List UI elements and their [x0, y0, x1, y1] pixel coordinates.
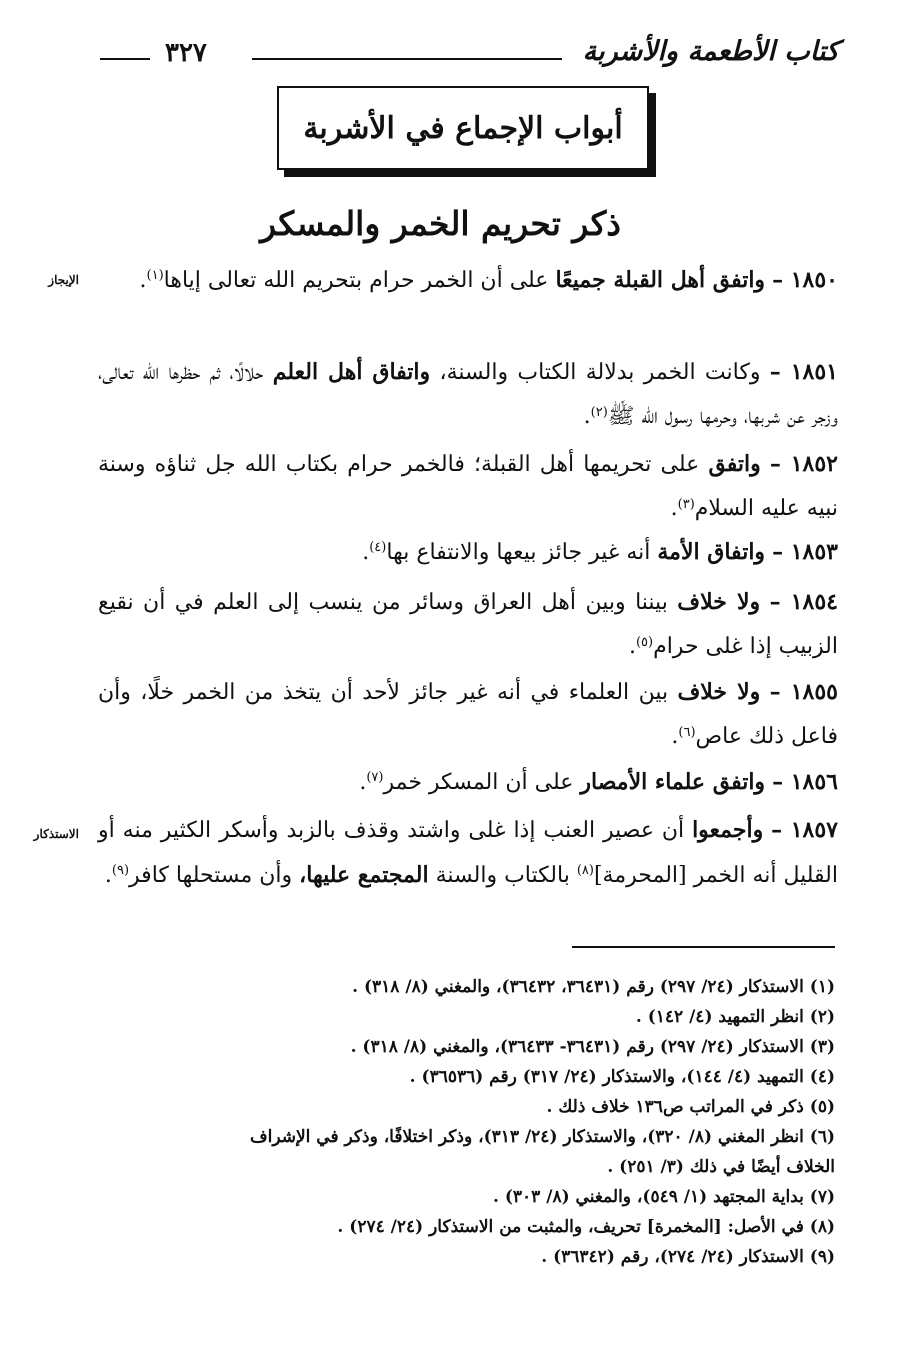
lead-phrase: واتفق — [708, 451, 761, 477]
footnote-ref: (٨) — [576, 863, 594, 878]
entry-number: ١٨٥٧ – — [771, 817, 838, 843]
entry-number: ١٨٥٣ – — [772, 539, 838, 565]
paragraph-text: بين العلماء في أنه غير جائز لأحد أن يتخذ من الخمر خلًا، وأن فاعل ذلك عاص — [98, 680, 838, 749]
paragraph-text: أنه غير جائز بيعها والانتفاع بها — [386, 540, 658, 565]
footnote-3: (٣) الاستذكار (٢٤/ ٢٩٧) رقم (٣٦٤٣١- ٣٦٤٣٣)، والمغني (٨/ ٣١٨) . — [350, 1037, 835, 1057]
chapter-title: أبواب الإجماع في الأشربة — [303, 110, 623, 146]
paragraph-end: . — [628, 634, 636, 659]
paragraph-1856 — [98, 760, 838, 805]
footnote-2: (٢) انظر التمهيد (٤/ ١٤٢) . — [635, 1007, 835, 1027]
paragraph-text: بيننا وبين أهل العراق وسائر من ينسب إلى العلم في أن نقيع الزبيب إذا غلى حرام — [98, 590, 838, 659]
footnote-ref: (٧) — [366, 770, 384, 785]
lead-phrase: ولا خلاف — [677, 679, 761, 705]
entry-number: ١٨٥٦ – — [772, 769, 838, 795]
paragraph-end: . — [359, 770, 367, 795]
paragraph-text: على أن المسكر خمر — [383, 770, 581, 795]
footnote-ref: (١) — [146, 268, 164, 283]
footnote-ref: (٩) — [111, 863, 130, 878]
paragraph-1857 — [98, 808, 838, 898]
footnote-ref: (٥) — [635, 635, 654, 650]
margin-note-istidhkar: الاستذكار — [33, 827, 79, 841]
footnote-1: (١) الاستذكار (٢٤/ ٢٩٧) رقم (٣٦٤٣١، ٣٦٤٣٢)، والمغني (٨/ ٣١٨) . — [352, 977, 835, 997]
paragraph-text: بالكتاب والسنة — [428, 863, 577, 888]
paragraph-text: وأن مستحلها كافر — [129, 863, 300, 888]
paragraph-1851 — [98, 350, 838, 439]
section-title: ذكر تحريم الخمر والمسكر — [260, 204, 621, 243]
footnote-ref: (٤) — [369, 540, 387, 555]
page-number: ٣٢٧ — [165, 38, 207, 68]
paragraph-1850 — [98, 258, 838, 303]
footnote-6-continued: الخلاف أيضًا في ذلك (٣/ ٢٥١) . — [607, 1157, 835, 1177]
margin-note-ijaz: الإيجاز — [48, 273, 79, 287]
lead-phrase: واتفق أهل القبلة جميعًا — [555, 267, 766, 293]
lead-phrase: ولا خلاف — [677, 589, 761, 615]
entry-number: ١٨٥٢ – — [769, 451, 838, 477]
chapter-title-box — [277, 86, 649, 170]
paragraph-end: . — [671, 724, 679, 749]
lead-phrase: وأجمعوا — [692, 817, 764, 843]
footnote-ref: (٢) — [590, 405, 608, 420]
paragraph-text: على أن الخمر حرام بتحريم الله تعالى إياها — [163, 268, 556, 293]
paragraph-end: . — [139, 268, 147, 293]
paragraph-text: على تحريمها أهل القبلة؛ فالخمر حرام بكتاب الله جل ثناؤه وسنة نبيه عليه السلام — [98, 452, 838, 521]
lead-phrase: واتفق علماء الأمصار — [580, 769, 766, 795]
footnote-4: (٤) التمهيد (٤/ ١٤٤)، والاستذكار (٢٤/ ٣١٧) رقم (٣٦٥٣٦) . — [409, 1067, 835, 1087]
footnote-ref: (٣) — [677, 497, 695, 512]
bold-phrase: المجتمع عليها، — [299, 862, 429, 888]
paragraph-end: . — [362, 540, 370, 565]
paragraph-1853 — [98, 530, 838, 575]
footnote-ref: (٦) — [678, 725, 696, 740]
header-rule — [252, 58, 562, 60]
entry-number: ١٨٥٤ – — [769, 589, 838, 615]
paragraph-end: . — [104, 863, 112, 888]
bold-phrase: واتفاق أهل العلم — [272, 359, 431, 385]
paragraph-text: وكانت الخمر بدلالة الكتاب والسنة، — [430, 360, 770, 385]
entry-number: ١٨٥٥ – — [769, 679, 838, 705]
paragraph-text: أن عصير العنب إذا غلى واشتد وقذف بالزبد وأسكر الكثير منه أو القليل أنه الخمر [المحرمة] — [98, 818, 838, 888]
footnotes-list — [95, 972, 835, 1272]
footnote-6: (٦) انظر المغني (٨/ ٣٢٠)، والاستذكار (٢٤/ ٣١٣)، وذكر اختلافًا، وذكر في الإشراف — [250, 1127, 835, 1147]
paragraph-text: حلالًا، ثم حظرها الله تعالى، وزجر عن شربها، وحرمها رسول الله ﷺ — [98, 360, 838, 429]
footnote-rule — [572, 946, 835, 948]
entry-number: ١٨٥٠ – — [772, 267, 838, 293]
footnote-5: (٥) ذكر في المراتب ص١٣٦ خلاف ذلك . — [546, 1097, 835, 1117]
lead-phrase: واتفاق الأمة — [657, 539, 766, 565]
paragraph-1855 — [98, 670, 838, 759]
paragraph-end: . — [670, 496, 678, 521]
paragraph-1852 — [98, 442, 838, 531]
footnote-8: (٨) في الأصل: [المخمرة] تحريف، والمثبت من الاستذكار (٢٤/ ٢٧٤) . — [337, 1217, 835, 1237]
entry-number: ١٨٥١ – — [769, 359, 838, 385]
footnote-7: (٧) بداية المجتهد (١/ ٥٤٩)، والمغني (٨/ ٣٠٣) . — [493, 1187, 835, 1207]
footnote-9: (٩) الاستذكار (٢٤/ ٢٧٤)، رقم (٣٦٣٤٢) . — [541, 1247, 835, 1267]
paragraph-end: . — [583, 404, 591, 429]
paragraph-1854 — [98, 580, 838, 669]
running-title: كتاب الأطعمة والأشربة — [582, 36, 839, 67]
header-rule-left — [100, 58, 150, 60]
